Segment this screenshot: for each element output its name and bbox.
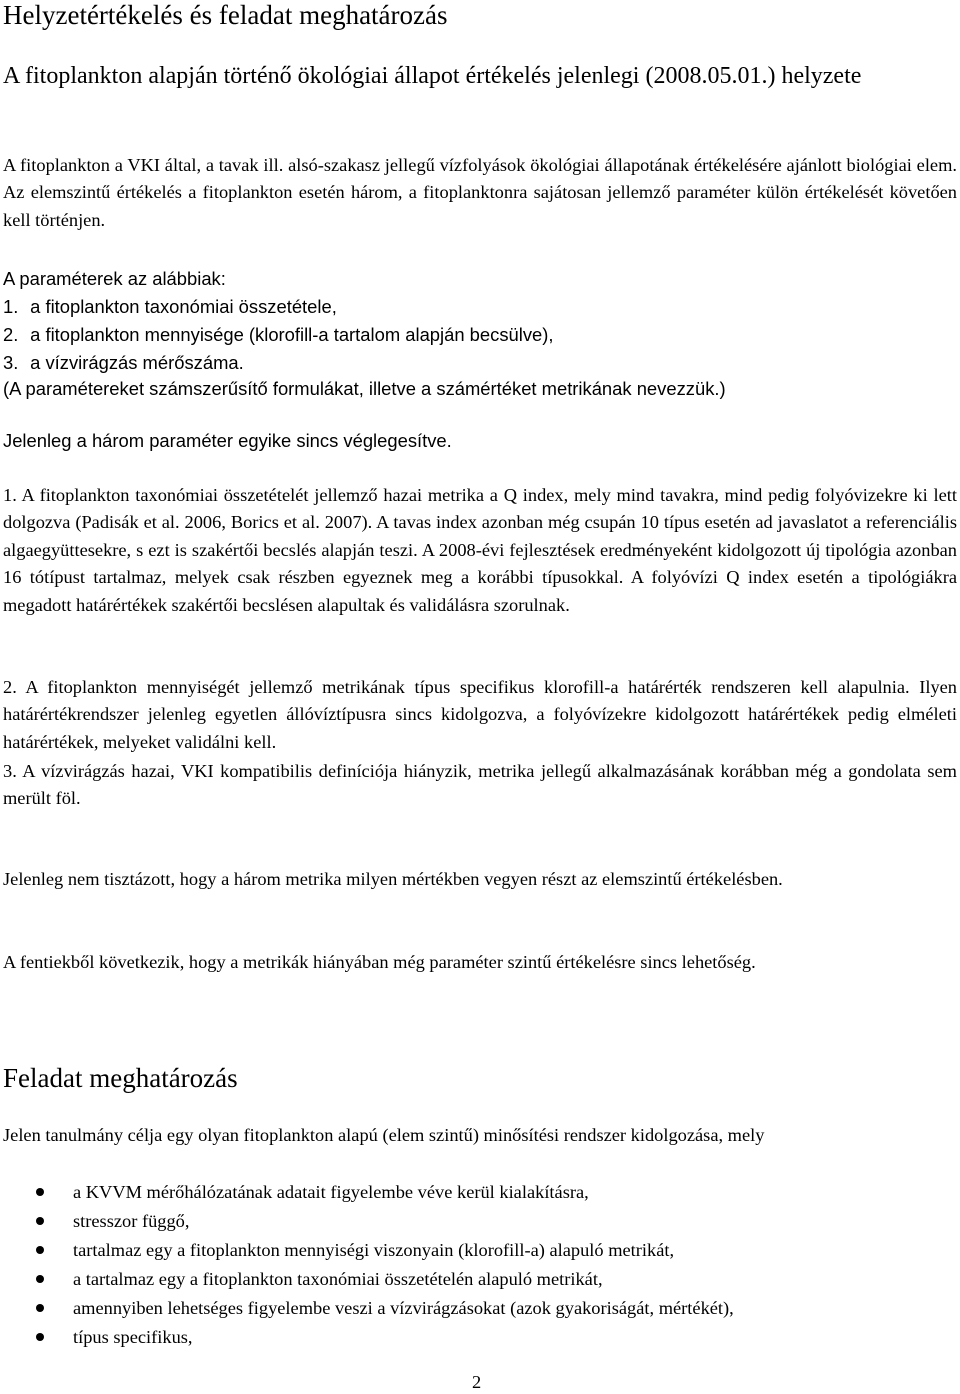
status-line: Jelenleg a három paraméter egyike sincs véglegesítve.: [3, 430, 452, 451]
bullet-icon: [36, 1217, 44, 1225]
bullet-icon: [36, 1188, 44, 1196]
intro-paragraph-text: A fitoplankton a VKI által, a tavak ill. alsó-szakasz jellegű vízfolyások ökológiai állapotának értékelésére ajánlott biológiai elem. Az elemszintű értékelés a fitoplankton esetén három, a fitoplanktonra sajátosan jellemző paraméter külön értékelését követően kell történjen.: [3, 155, 957, 230]
list-item: [3, 349, 554, 377]
params-list: [3, 293, 554, 377]
bullet-icon: [36, 1333, 44, 1341]
section-heading-task: Feladat meghatározás: [3, 1063, 238, 1093]
paragraph-bloom: 3. A vízvirágzás hazai, VKI kompatibilis definíciója hiányzik, metrika jellegű alkalmazásának korábban még a gondolata sem merült föl.: [3, 761, 957, 809]
list-item-text: a tartalmaz egy a fitoplankton taxonómiai összetételén alapuló metrikát,: [73, 1269, 603, 1289]
page-number: 2: [472, 1372, 482, 1392]
list-item-text: stresszor függő,: [73, 1211, 190, 1231]
bullet-icon: [36, 1304, 44, 1312]
list-item-text: típus specifikus,: [73, 1327, 193, 1347]
task-intro: Jelen tanulmány célja egy olyan fitoplankton alapú (elem szintű) minősítési rendszer kidolgozása, mely: [3, 1125, 765, 1145]
list-item-number: 3.: [3, 352, 19, 373]
intro-paragraph: [3, 152, 957, 234]
list-item: [3, 293, 554, 321]
list-item-text: a fitoplankton mennyisége (klorofill-a tartalom alapján becsülve),: [30, 324, 554, 345]
list-item-text: a fitoplankton taxonómiai összetétele,: [30, 296, 337, 317]
bullet-icon: [36, 1275, 44, 1283]
paragraph-metric-weights: Jelenleg nem tisztázott, hogy a három metrika milyen mértékben vegyen részt az elemszintű értékelésben.: [3, 869, 783, 889]
paragraph-q-index: 1. A fitoplankton taxonómiai összetételét jellemző hazai metrika a Q index, mely mind tavakra, mind pedig folyóvizekre ki lett dolgozva (Padisák et al. 2006, Borics et al. 2007). A tavas index azonban még csupán 10 típus esetén ad javaslatot a referenciális algaegyüttesekre, s ezt is szakértői becslés alapján teszi. A 2008-évi fejlesztések eredményeként kidolgozott új tipológia azonban 16 tótípust tartalmaz, melyek csak részben egyeznek meg a korábbi típusokkal. A folyóvízi Q index esetén a tipológiákra megadott határértékek szakértői becslésen alapultak és validálásra szorulnak.: [3, 485, 957, 615]
list-item-number: 1.: [3, 296, 19, 317]
list-item-number: 2.: [3, 324, 19, 345]
params-note: (A paramétereket számszerűsítő formulákat, illetve a számértéket metrikának nevezzük.): [3, 378, 726, 399]
list-item-text: a vízvirágzás mérőszáma.: [30, 352, 244, 373]
list-item-text: a KVVM mérőhálózatának adatait figyelembe véve kerül kialakításra,: [73, 1182, 589, 1202]
section-heading-status: A fitoplankton alapján történő ökológiai állapot értékelés jelenlegi (2008.05.01.) helyzete: [3, 63, 862, 89]
paragraph-chlorophyll: 2. A fitoplankton mennyiségét jellemző metrikának típus specifikus klorofill-a határérték rendszeren kell alapulnia. Ilyen határértékrendszer jelenleg egyetlen állóvíztípusra sincs kidolgozva, a folyóvízekre kidolgozott határértékek pedig elméleti határértékek, melyeket validálni kell.: [3, 677, 957, 752]
list-item-text: tartalmaz egy a fitoplankton mennyiségi viszonyain (klorofill-a) alapuló metrikát,: [73, 1240, 675, 1260]
list-item: [3, 321, 554, 349]
list-item-text: amennyiben lehetséges figyelembe veszi a vízvirágzásokat (azok gyakoriságát, mértékét),: [73, 1298, 734, 1318]
bullet-icon: [36, 1246, 44, 1254]
paragraph-conclusion: A fentiekből következik, hogy a metrikák hiányában még paraméter szintű értékelésre sincs lehetőség.: [3, 952, 756, 972]
params-intro: A paraméterek az alábbiak:: [3, 268, 226, 289]
page-title: Helyzetértékelés és feladat meghatározás: [3, 0, 448, 30]
